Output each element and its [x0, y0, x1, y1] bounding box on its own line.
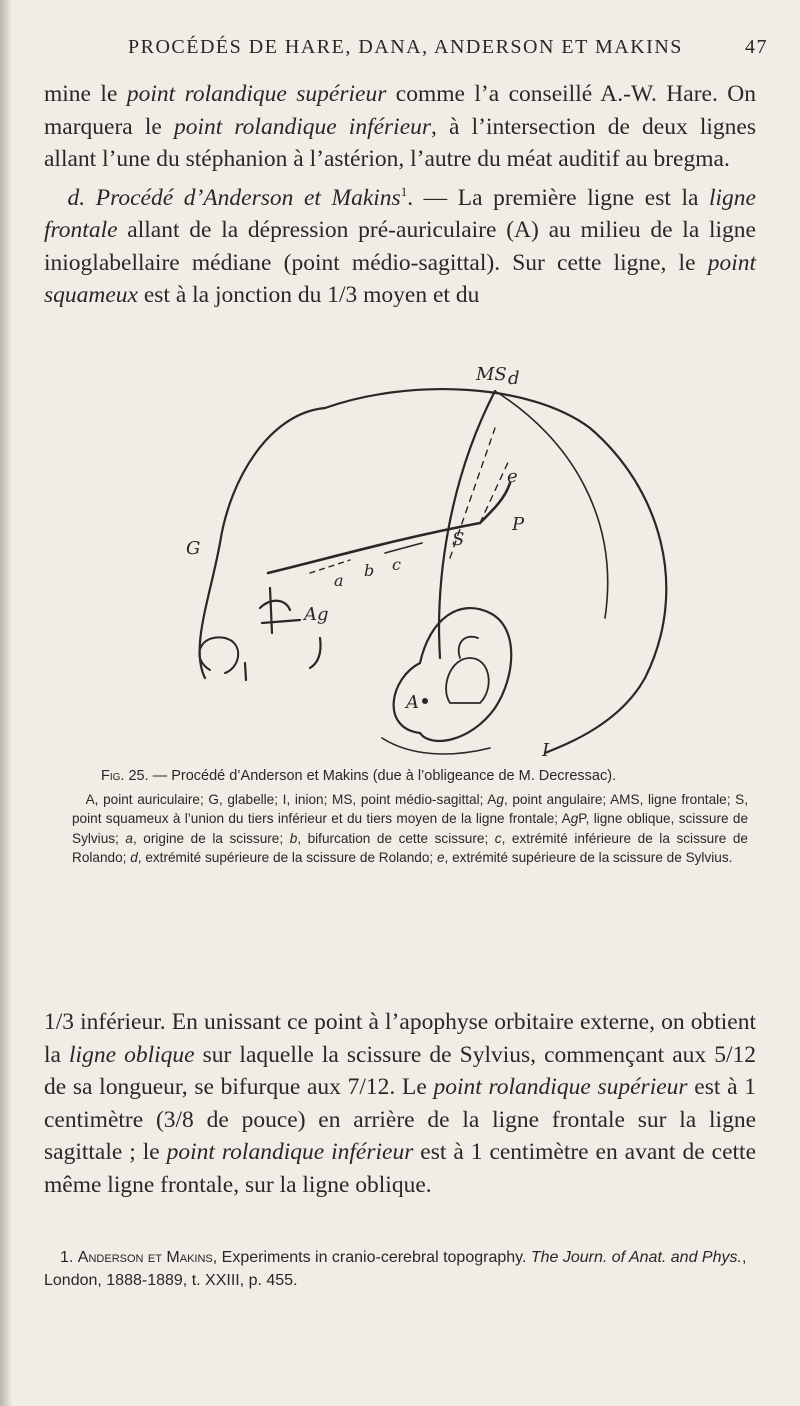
page-binding-shadow — [0, 0, 12, 1406]
oblique-line — [268, 483, 510, 573]
figure-legend: A, point auriculaire; G, glabelle; I, inion; MS, point médio-sagittal; Ag, point angulaire; AMS, ligne frontale; S, point squameux à l’union du tiers inférieur et du tiers moyen de la ligne frontale; AgP, ligne oblique, scissure de Sylvius; a, origine de la scissure; b, bifurcation de cette scissure; c, extrémité inférieure de la scissure de Rolando; d, extrémité supérieure de la scissure de Rolando; e, extrémité supérieure de la scissure de Sylvius. — [72, 792, 749, 866]
header-title: PROCÉDÉS DE HARE, DANA, ANDERSON ET MAKINS — [128, 36, 683, 58]
label-ag: Ag — [304, 604, 329, 625]
label-d: d — [508, 368, 520, 389]
orbit — [199, 637, 238, 673]
footnote-ref: 1 — [400, 183, 408, 199]
label-c: c — [392, 555, 401, 574]
skull-diagram — [150, 358, 680, 764]
label-a-big: A — [406, 692, 419, 713]
figure-caption: Fig. 25. — Procédé d’Anderson et Makins (due à l’obligeance de M. Decressac). — [101, 768, 617, 784]
label-p: P — [512, 514, 525, 535]
paragraph-bottom: 1/3 inférieur. En unissant ce point à l’apophyse orbitaire externe, on obtient la ligne oblique sur laquelle la scissure de Sylvius, commençant aux 5/12 de sa longueur, se bifurque aux 7/12. Le point rolandique supérieur est à 1 centimètre (3/8 de pouce) en arrière de la ligne frontale sur la ligne sagittale ; le point rolandique inférieur est à 1 centimètre en avant de cette même ligne frontale, sur la ligne oblique. — [44, 1009, 756, 1198]
label-e: e — [507, 466, 518, 487]
footnote: 1. Anderson et Makins, Experiments in cranio-cerebral topography. The Journ. of Anat. and Phys., London, 1888-1889, t. XXIII, p. 455. — [44, 1249, 747, 1289]
label-a-small: a — [334, 571, 344, 590]
page-number: 47 — [745, 36, 768, 58]
label-b: b — [364, 561, 375, 580]
label-ms: MS — [476, 364, 507, 385]
ear-outline — [394, 608, 512, 741]
label-i: I — [542, 740, 550, 761]
paragraph-top: mine le point rolandique supérieur comme l’a conseillé A.-W. Hare. On marquera le point rolandique inférieur, à l’intersection de deux lignes allant l’une du stéphanion à l’astérion, l’autre du méat auditif au bregma. d. Procédé d’Anderson et Makins$^1$. — La première ligne est la ligne frontale allant de la dépression pré-auriculaire (A) au milieu de la ligne inioglabellaire médiane (point médio-sagittal). Sur cette ligne, le point squameux est à la jonction du 1/3 moyen et du — [44, 81, 756, 309]
section-heading: d. Procédé d’Anderson et Makins — [67, 184, 401, 211]
label-g: G — [186, 538, 201, 559]
label-s: S — [452, 529, 465, 550]
